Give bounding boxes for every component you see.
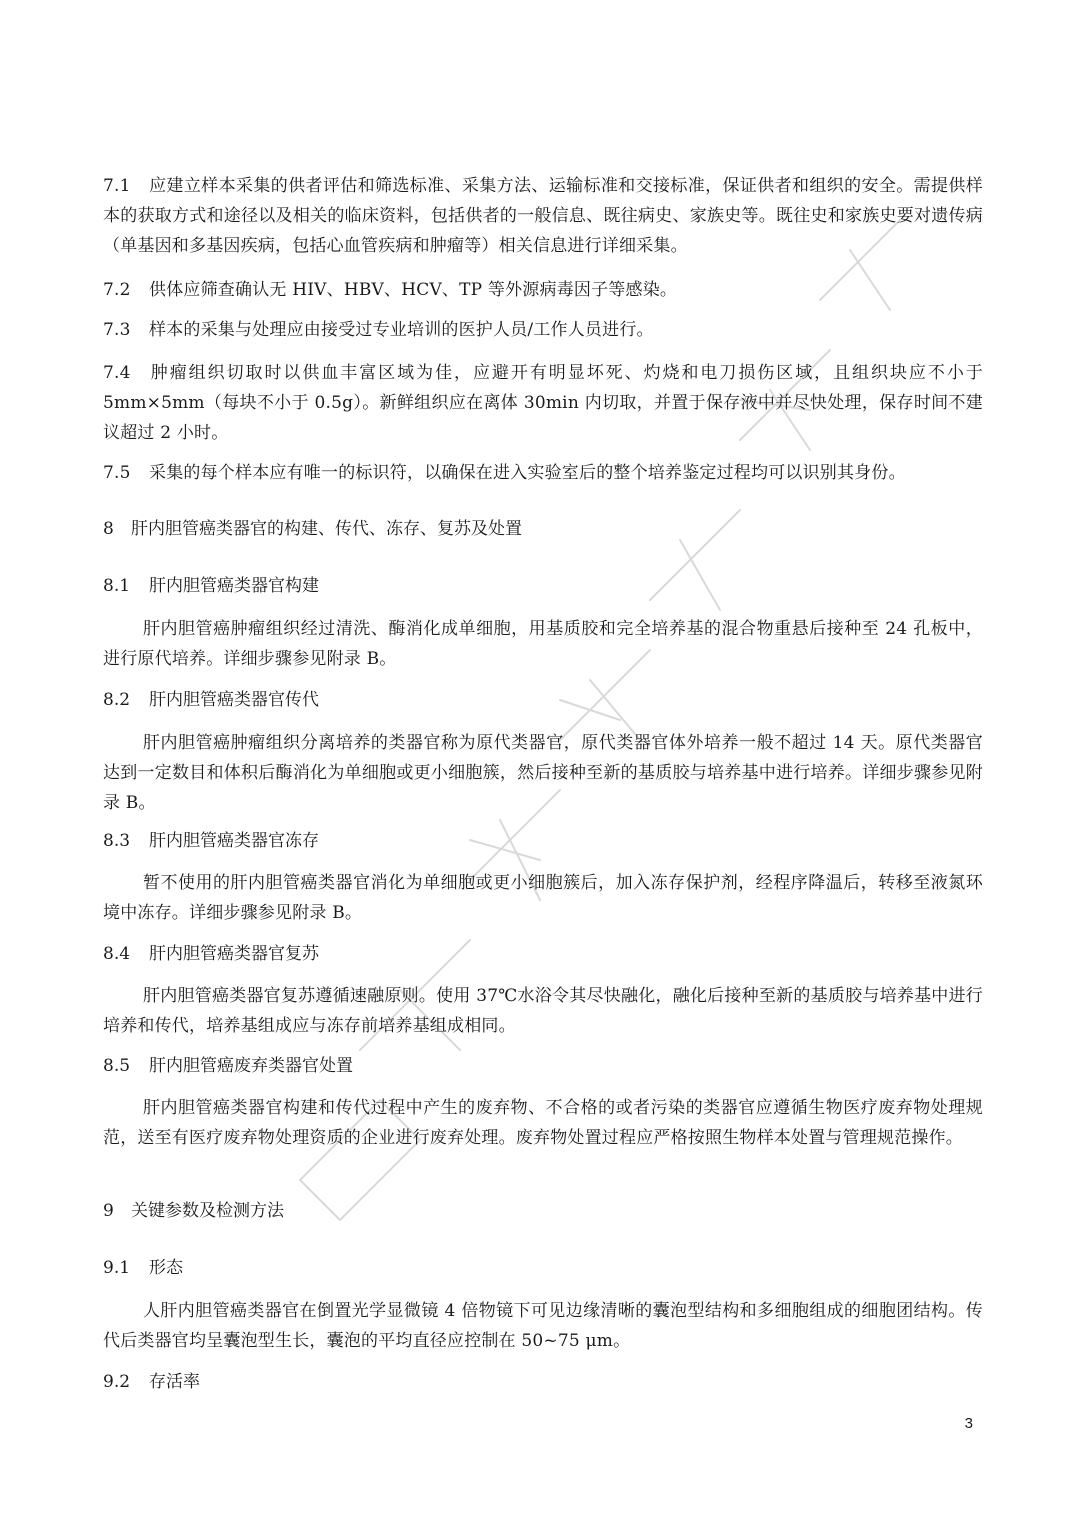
heading-title: 肝内胆管癌类器官的构建、传代、冻存、复苏及处置 — [131, 519, 522, 539]
paragraph-8-3: 暂不使用的肝内胆管癌类器官消化为单细胞或更小细胞簇后，加入冻存保护剂，经程序降温后，转移至液氮环境中冻存。详细步骤参见附录 B。 — [103, 873, 983, 923]
clause-7-3 — [103, 315, 983, 345]
heading-title: 形态 — [149, 1258, 183, 1278]
subsection-heading-8-3 — [103, 826, 983, 856]
paragraph-8-5: 肝内胆管癌类器官构建和传代过程中产生的废弃物、不合格的或者污染的类器官应遵循生物医疗废弃物处理规范，送至有医疗废弃物处理资质的企业进行废弃处理。废弃物处置过程应严格按照生物样本处置与管理规范操作。 — [103, 1098, 983, 1148]
subsection-heading-9-1 — [103, 1253, 983, 1283]
heading-title: 肝内胆管癌类器官构建 — [149, 576, 319, 596]
subsection-heading-8-4 — [103, 939, 983, 969]
paragraph-9-1: 人肝内胆管癌类器官在倒置光学显微镜 4 倍物镜下可见边缘清晰的囊泡型结构和多细胞组成的细胞团结构。传代后类器官均呈囊泡型生长，囊泡的平均直径应控制在 50~75 μm。 — [103, 1301, 983, 1351]
heading-number: 8.2 — [103, 690, 131, 710]
heading-title: 肝内胆管癌类器官传代 — [149, 690, 319, 710]
paragraph-8-1: 肝内胆管癌肿瘤组织经过清洗、酶消化成单细胞，用基质胶和完全培养基的混合物重悬后接种至 24 孔板中，进行原代培养。详细步骤参见附录 B。 — [103, 619, 983, 669]
heading-title: 存活率 — [149, 1372, 200, 1392]
clause-number: 7.4 — [103, 363, 131, 383]
heading-title: 肝内胆管癌废弃类器官处置 — [149, 1056, 353, 1076]
paragraph-8-4: 肝内胆管癌类器官复苏遵循速融原则。使用 37℃水浴令其尽快融化，融化后接种至新的基质胶与培养基中进行培养和传代，培养基组成应与冻存前培养基组成相同。 — [103, 986, 983, 1036]
heading-title: 关键参数及检测方法 — [131, 1201, 284, 1221]
paragraph-8-2: 肝内胆管癌肿瘤组织分离培养的类器官称为原代类器官，原代类器官体外培养一般不超过 14 天。原代类器官达到一定数目和体积后酶消化为单细胞或更小细胞簇，然后接种至新的基质胶与培养基中进行培养。详细步骤参见附录 B。 — [103, 733, 983, 813]
clause-7-4 — [103, 358, 983, 448]
clause-number: 7.2 — [103, 280, 131, 300]
heading-title: 肝内胆管癌类器官冻存 — [149, 831, 319, 851]
clause-text: 采集的每个样本应有唯一的标识符，以确保在进入实验室后的整个培养鉴定过程均可以识别其身份。 — [149, 463, 906, 483]
heading-title: 肝内胆管癌类器官复苏 — [149, 944, 319, 964]
clause-text: 应建立样本采集的供者评估和筛选标准、采集方法、运输标准和交接标准，保证供者和组织的安全。需提供样本的获取方式和途径以及相关的临床资料，包括供者的一般信息、既往病史、家族史等。既往史和家族史要对遗传病（单基因和多基因疾病，包括心血管疾病和肿瘤等）相关信息进行详细采集。 — [103, 176, 983, 256]
clause-7-2 — [103, 275, 983, 305]
heading-number: 8.3 — [103, 831, 131, 851]
subsection-heading-9-2 — [103, 1367, 983, 1397]
clause-number: 7.3 — [103, 320, 131, 340]
clause-text: 供体应筛查确认无 HIV、HBV、HCV、TP 等外源病毒因子等感染。 — [149, 280, 678, 300]
clause-text: 肿瘤组织切取时以供血丰富区域为佳，应避开有明显坏死、灼烧和电刀损伤区域，且组织块应不小于 5mm×5mm（每块不小于 0.5g）。新鲜组织应在离体 30min 内切取，并置于保存液中并尽快处理，保存时间不建议超过 2 小时。 — [103, 363, 983, 443]
heading-number: 8.5 — [103, 1056, 131, 1076]
clause-number: 7.1 — [103, 176, 131, 196]
clause-number: 7.5 — [103, 463, 131, 483]
clause-7-1 — [103, 171, 983, 261]
heading-number: 8 — [103, 519, 114, 539]
heading-number: 8.4 — [103, 944, 131, 964]
heading-number: 9.1 — [103, 1258, 131, 1278]
heading-number: 9.2 — [103, 1372, 131, 1392]
clause-7-5 — [103, 458, 983, 488]
section-heading-8 — [103, 514, 983, 544]
section-heading-9 — [103, 1196, 983, 1226]
clause-text: 样本的采集与处理应由接受过专业培训的医护人员/工作人员进行。 — [149, 320, 654, 340]
page-number: 3 — [964, 1415, 973, 1432]
subsection-heading-8-1 — [103, 571, 983, 601]
heading-number: 8.1 — [103, 576, 131, 596]
subsection-heading-8-2 — [103, 685, 983, 715]
subsection-heading-8-5 — [103, 1051, 983, 1081]
heading-number: 9 — [103, 1201, 114, 1221]
